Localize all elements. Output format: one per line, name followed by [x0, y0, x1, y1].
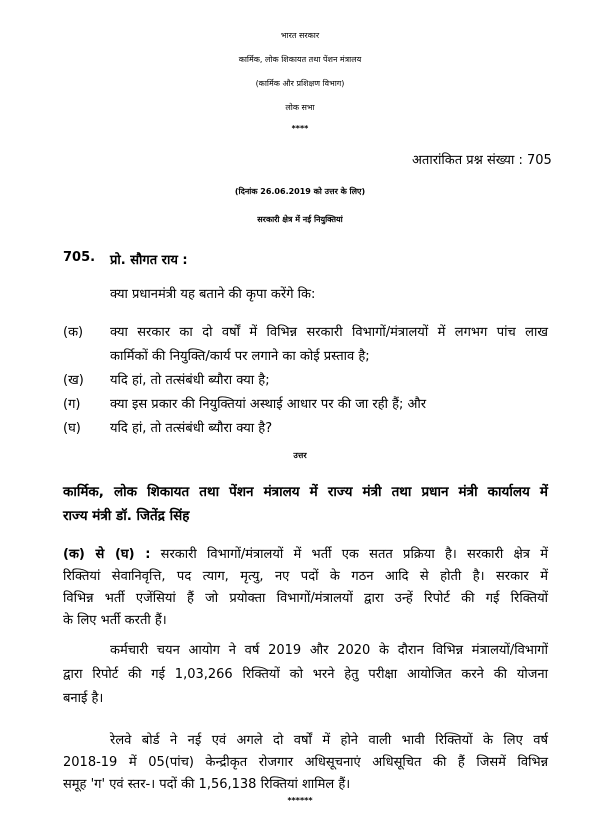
question-number-label: अतारांकित प्रश्न संख्या : — [412, 153, 523, 168]
answer-p1-line3: विभिन्न भर्ती एजेंसियां हैं जो प्रयोक्ता विभागों/मंत्रालयों द्वारा उन्हें रिपोर्ट की गई रिक्तियों — [63, 591, 548, 606]
answer-p2-line3: बनाई है। — [63, 691, 104, 706]
part-ka-line1: क्या सरकार का दो वर्षों में विभिन्न सरकारी विभागों/मंत्रालयों में लगभग पांच लाख — [110, 325, 548, 340]
part-label-gha: (घ) — [63, 421, 81, 436]
answer-p3-line1: रेलवे बोर्ड ने नई एवं अगले दो वर्षों में होने वाली भावी रिक्तियों के लिए वर्ष — [110, 733, 548, 748]
question-number-block — [412, 150, 552, 168]
question-intro: क्या प्रधानमंत्री यह बताने की कृपा करेंगे कि: — [110, 287, 316, 302]
answer-p1-prefix: (क) से (घ) : — [63, 547, 151, 562]
answer-heading: उत्तर — [293, 451, 307, 460]
answer-p1-line4: के लिए भर्ती करती हैं। — [63, 613, 167, 628]
part-label-ka: (क) — [63, 325, 84, 340]
answer-p3-line2: 2018-19 में 05(पांच) केन्द्रीकृत रोजगार अधिसूचनाएं अधिसूचित की हैं जिसमें विभिन्न — [63, 755, 548, 770]
answer-p2-line1: कर्मचारी चयन आयोग ने वर्ष 2019 और 2020 के दौरान विभिन्न मंत्रालयों/विभागों — [110, 643, 548, 658]
question-asker: प्रो. सौगत राय : — [110, 253, 188, 268]
minister-line2: राज्य मंत्री डॉ. जितेंद्र सिंह — [63, 508, 190, 524]
answer-p3-line3: समूह 'ग' एवं स्तर-। पदों की 1,56,138 रिक्तियां शामिल हैं। — [63, 777, 351, 792]
part-label-kha: (ख) — [63, 373, 84, 388]
answer-p1-line1-text: सरकारी विभागों/मंत्रालयों में भर्ती एक सतत प्रक्रिया है। सरकारी क्षेत्र में — [150, 547, 548, 562]
part-label-ga: (ग) — [63, 397, 81, 412]
part-kha-text: यदि हां, तो तत्संबंधी ब्यौरा क्या है; — [110, 373, 270, 388]
header-govt: भारत सरकार — [280, 31, 320, 40]
minister-line1: कार्मिक, लोक शिकायत तथा पेंशन मंत्रालय में राज्य मंत्री तथा प्रधान मंत्री कार्यालय में — [63, 484, 548, 500]
header-ministry: कार्मिक, लोक शिकायत तथा पेंशन मंत्रालय — [238, 55, 362, 64]
subject-title: सरकारी क्षेत्र में नई नियुक्तियां — [257, 215, 343, 224]
part-ka-line2: कार्मिकों की नियुक्ति/कार्य पर लगाने का कोई प्रस्ताव है; — [110, 349, 370, 364]
answer-p2-line2: द्वारा रिपोर्ट की गई 1,03,266 रिक्तियों को भरने हेतु परीक्षा आयोजित करने की योजना — [63, 667, 548, 682]
footer-stars: ****** — [287, 796, 313, 805]
answer-p1-line2: रिक्तियां सेवानिवृत्ति, पद त्याग, मृत्यु, नए पदों के गठन आदि से होती है। सरकार में — [63, 569, 548, 584]
header-stars: **** — [291, 124, 309, 133]
answer-date: (दिनांक 26.06.2019 को उत्तर के लिए) — [234, 187, 366, 196]
question-number-ref: 705. — [63, 250, 96, 265]
question-number: 705 — [526, 153, 552, 168]
part-ga-text: क्या इस प्रकार की नियुक्तियां अस्थाई आधार पर की जा रही हैं; और — [110, 397, 427, 412]
header-department: (कार्मिक और प्रशिक्षण विभाग) — [255, 79, 345, 88]
part-gha-text: यदि हां, तो तत्संबंधी ब्यौरा क्या है? — [110, 421, 273, 436]
header-house: लोक सभा — [285, 103, 315, 112]
answer-p1-line1 — [63, 544, 548, 562]
